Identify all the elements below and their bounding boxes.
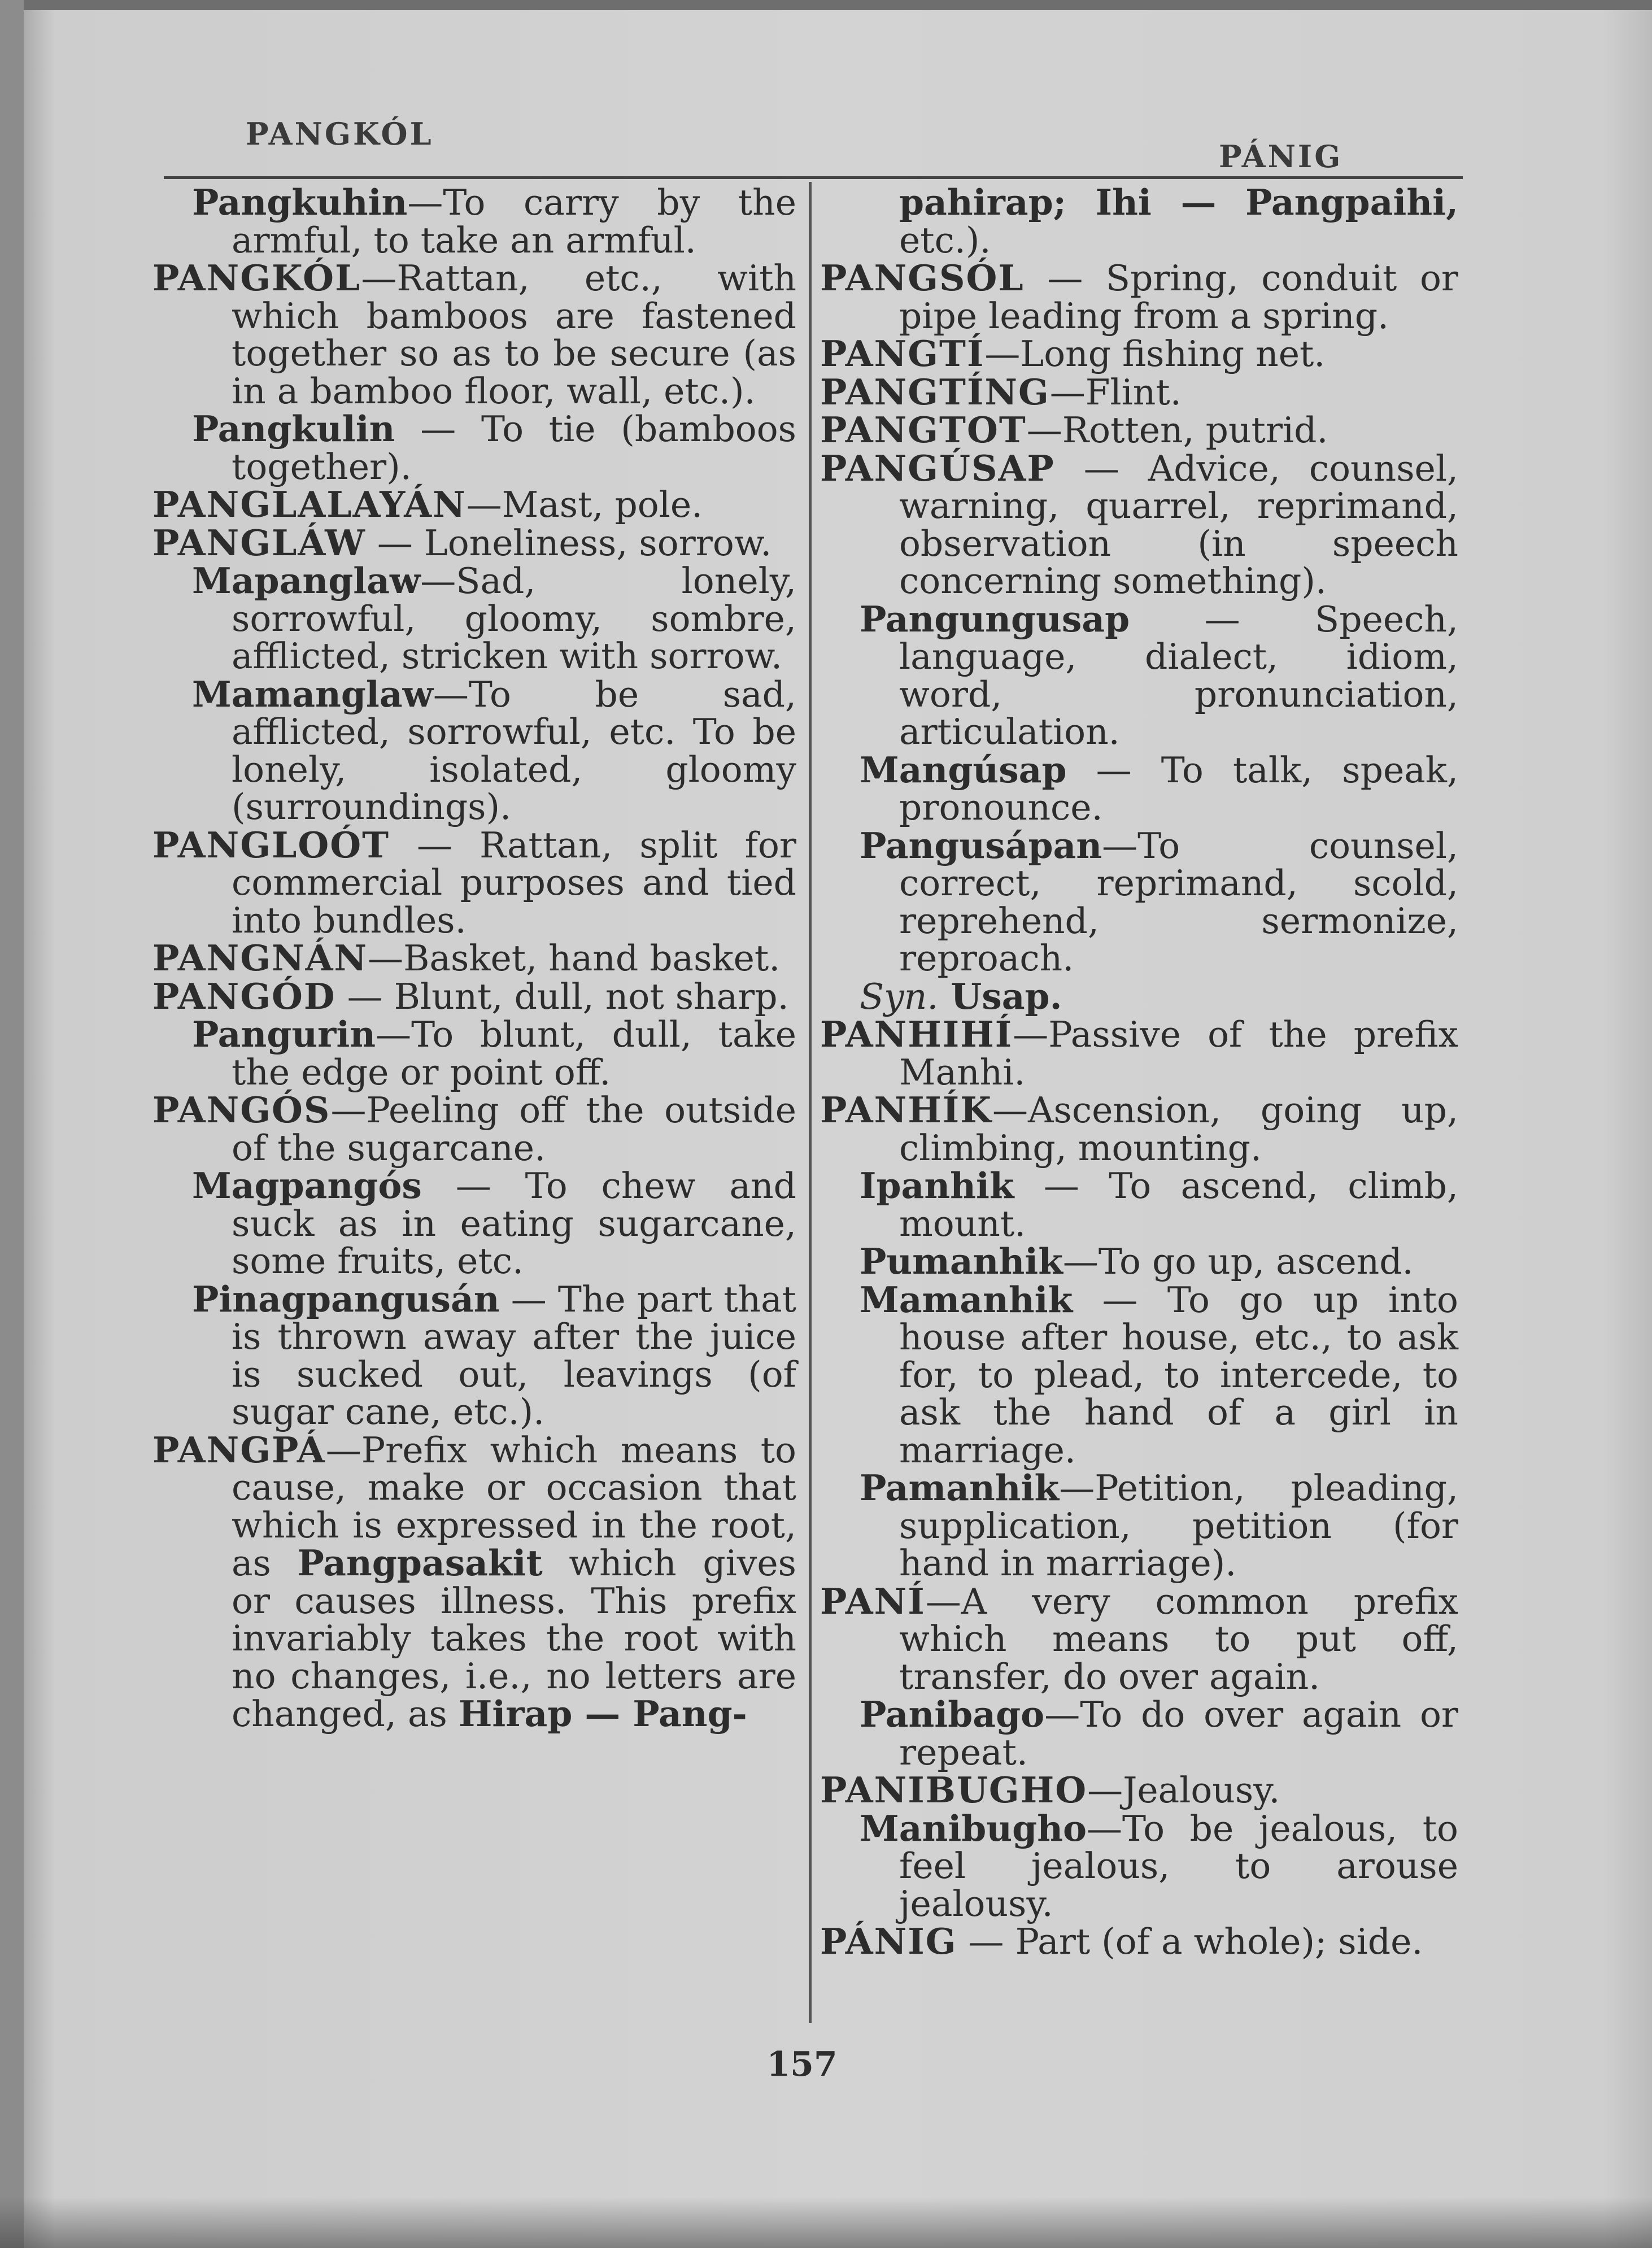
headword: PANGTÍNG — [820, 371, 1050, 413]
definition: —To be sad, afflicted, sorrowful, etc. To be lonely, isolated, gloomy (surroundings). — [232, 673, 796, 827]
subheadword: Mangúsap — [860, 748, 1067, 791]
definition: which gives or causes illness. This prefix invariably takes the root with no changes, i.e., no letters are changed, as — [232, 1543, 796, 1735]
dictionary-subentry — [820, 1693, 1458, 1773]
subheadword: Mamanglaw — [192, 673, 433, 715]
dictionary-entry — [152, 939, 796, 978]
dictionary-entry — [820, 411, 1458, 450]
definition: —Ascension, going up, climbing, mounting. — [899, 1090, 1458, 1169]
headword: PANGÚSAP — [820, 447, 1055, 489]
headword: PANGÓS — [152, 1089, 331, 1131]
definition: — Rattan, split for commercial purposes and tied into bundles. — [232, 824, 796, 941]
dictionary-entry — [820, 1580, 1458, 1697]
definition: —To go up, ascend. — [1062, 1241, 1414, 1282]
definition: — The part that is thrown away after the juice is sucked out, leavings (of sugar cane, etc.). — [232, 1278, 796, 1432]
dictionary-entry — [152, 521, 796, 564]
dictionary-entry — [820, 335, 1458, 373]
definition: etc.). — [899, 219, 991, 261]
dictionary-subentry — [820, 824, 1458, 979]
definition: — Blunt, dull, not sharp. — [335, 975, 789, 1017]
dictionary-subentry — [152, 562, 796, 676]
definition: —Mast, pole. — [466, 484, 703, 525]
definition: —To be jealous, to feel jealous, to arouse jealousy. — [899, 1807, 1458, 1924]
dictionary-subentry — [820, 1167, 1458, 1243]
definition: —Sad, lonely, sorrowful, gloomy, sombre, afflicted, stricken with sorrow. — [232, 560, 796, 677]
dictionary-entry — [820, 373, 1458, 412]
dictionary-subentry — [152, 1280, 796, 1431]
definition: —Rattan, etc., with which bamboos are fastened together so as to be secure (as in a bamboo floor, wall, etc.). — [232, 258, 796, 412]
dictionary-subentry — [820, 600, 1458, 751]
dictionary-subentry — [152, 410, 796, 486]
headword: PANHÍK — [820, 1089, 993, 1131]
subheadword: Mapanglaw — [192, 560, 421, 602]
definition: — To talk, speak, pronounce. — [899, 749, 1458, 828]
definition: — To ascend, climb, mount. — [899, 1165, 1458, 1244]
right-column — [820, 181, 1458, 1962]
dictionary-subentry — [820, 1278, 1458, 1471]
headword: PANGÓD — [152, 975, 336, 1017]
scan-bottom-shadow — [0, 2197, 1652, 2248]
definition: —Basket, hand basket. — [368, 938, 781, 979]
subheadword: Pumanhik — [860, 1240, 1063, 1282]
dictionary-subentry — [152, 673, 796, 827]
headword: PANGPÁ — [152, 1428, 326, 1471]
subheadword: Mamanhik — [860, 1278, 1073, 1321]
definition: — To tie (bamboos together). — [232, 408, 796, 487]
dictionary-entry — [820, 1091, 1458, 1167]
dictionary-subentry — [152, 1167, 796, 1280]
dictionary-subentry — [152, 181, 796, 261]
subheadword: pahirap; Ihi — Pangpaihi, — [899, 181, 1458, 223]
headword: PANGSÓL — [820, 257, 1025, 299]
dictionary-entry — [820, 259, 1458, 335]
dictionary-subentry — [820, 181, 1458, 261]
dictionary-subentry — [820, 1807, 1458, 1924]
header-rule — [164, 176, 1463, 179]
subheadword: Magpangós — [192, 1165, 422, 1206]
page-number: 157 — [766, 2045, 838, 2084]
subheadword: Pangkulin — [192, 408, 395, 450]
dictionary-subentry — [820, 975, 1458, 1017]
dictionary-entry — [152, 1091, 796, 1167]
definition: —Long fishing net. — [984, 333, 1326, 374]
headword: PÁNIG — [820, 1920, 957, 1962]
left-column — [152, 181, 796, 1735]
subheadword: Hirap — Pang- — [458, 1693, 747, 1735]
definition: — Speech, language, dialect, idiom, word, pronunciation, articulation. — [899, 598, 1458, 752]
definition: —Jealousy. — [1087, 1770, 1280, 1811]
subheadword: Pangkuhin — [192, 181, 408, 223]
dictionary-entry — [820, 1920, 1458, 1962]
dictionary-subentry — [820, 1469, 1458, 1583]
definition: —To carry by the armful, to take an armful. — [232, 182, 796, 261]
definition: —To do over again or repeat. — [899, 1694, 1458, 1773]
definition: —To blunt, dull, take the edge or point off. — [232, 1014, 796, 1093]
dictionary-entry — [152, 1428, 796, 1735]
definition: —Petition, pleading, supplication, petition (for hand in marriage). — [899, 1467, 1458, 1584]
headword: PANHIHÍ — [820, 1013, 1013, 1055]
dictionary-entry — [152, 826, 796, 940]
dictionary-entry — [820, 1771, 1458, 1810]
definition: —Rotten, putrid. — [1026, 409, 1328, 451]
subheadword: Syn. — [860, 975, 939, 1017]
definition: — Spring, conduit or pipe leading from a spring. — [899, 258, 1458, 337]
headword: PANGKÓL — [152, 257, 361, 299]
subheadword: Pangusápan — [860, 824, 1102, 866]
subheadword: Ipanhik — [860, 1165, 1014, 1206]
headword: PANGTÍ — [820, 333, 985, 374]
subheadword: Panibago — [860, 1693, 1045, 1735]
dictionary-entry — [152, 483, 796, 525]
subheadword: Pangungusap — [860, 598, 1130, 640]
definition: —A very common prefix which means to put off, transfer, do over again. — [899, 1580, 1458, 1697]
definition: — To chew and suck as in eating sugarcane, some fruits, etc. — [232, 1165, 796, 1282]
definition: — Part (of a whole); side. — [957, 1921, 1423, 1962]
headword: PANIBUGHO — [820, 1769, 1088, 1811]
headword: PANGLÁW — [152, 521, 366, 564]
headword: PANGLALAYÁN — [152, 483, 467, 525]
definition: —Prefix which means to cause, make or occasion that which is expressed in the root, as — [232, 1429, 796, 1584]
definition: —Peeling off the outside of the sugarcane. — [232, 1090, 796, 1169]
dictionary-entry — [820, 447, 1458, 602]
subheadword: Pangurin — [192, 1013, 376, 1055]
dictionary-subentry — [820, 1240, 1458, 1282]
headword: PANGTOT — [820, 409, 1027, 451]
scan-left-edge — [0, 0, 24, 2248]
dictionary-entry — [820, 1013, 1458, 1093]
subheadword: Pamanhik — [860, 1467, 1060, 1509]
definition: — Advice, counsel, warning, quarrel, reprimand, observation (in speech concerning something). — [899, 447, 1458, 602]
right-guide-word: PÁNIG — [1219, 138, 1343, 175]
definition: —Passive of the prefix Manhi. — [899, 1014, 1458, 1093]
definition: —To counsel, correct, reprimand, scold, reprehend, sermonize, reproach. — [899, 825, 1458, 979]
definition: — Loneliness, sorrow. — [365, 522, 772, 564]
dictionary-subentry — [152, 1013, 796, 1093]
subheadword: Pinagpangusán — [192, 1278, 500, 1320]
scan-top-edge — [0, 0, 1652, 10]
dictionary-entry — [152, 975, 796, 1017]
headword: PANGNÁN — [152, 937, 368, 979]
column-divider — [809, 182, 812, 2023]
left-guide-word: PANGKÓL — [246, 116, 434, 152]
definition: — To go up into house after house, etc., to ask for, to plead, to intercede, to ask the hand of a girl in marriage. — [899, 1279, 1458, 1471]
dictionary-entry — [152, 259, 796, 410]
subheadword: Manibugho — [860, 1807, 1087, 1849]
dictionary-subentry — [820, 748, 1458, 828]
headword: PANÍ — [820, 1580, 926, 1622]
subheadword: Pangpasakit — [297, 1542, 543, 1584]
definition: Usap. — [938, 975, 1062, 1017]
definition: —Flint. — [1049, 371, 1182, 413]
headword: PANGLOÓT — [152, 824, 390, 866]
